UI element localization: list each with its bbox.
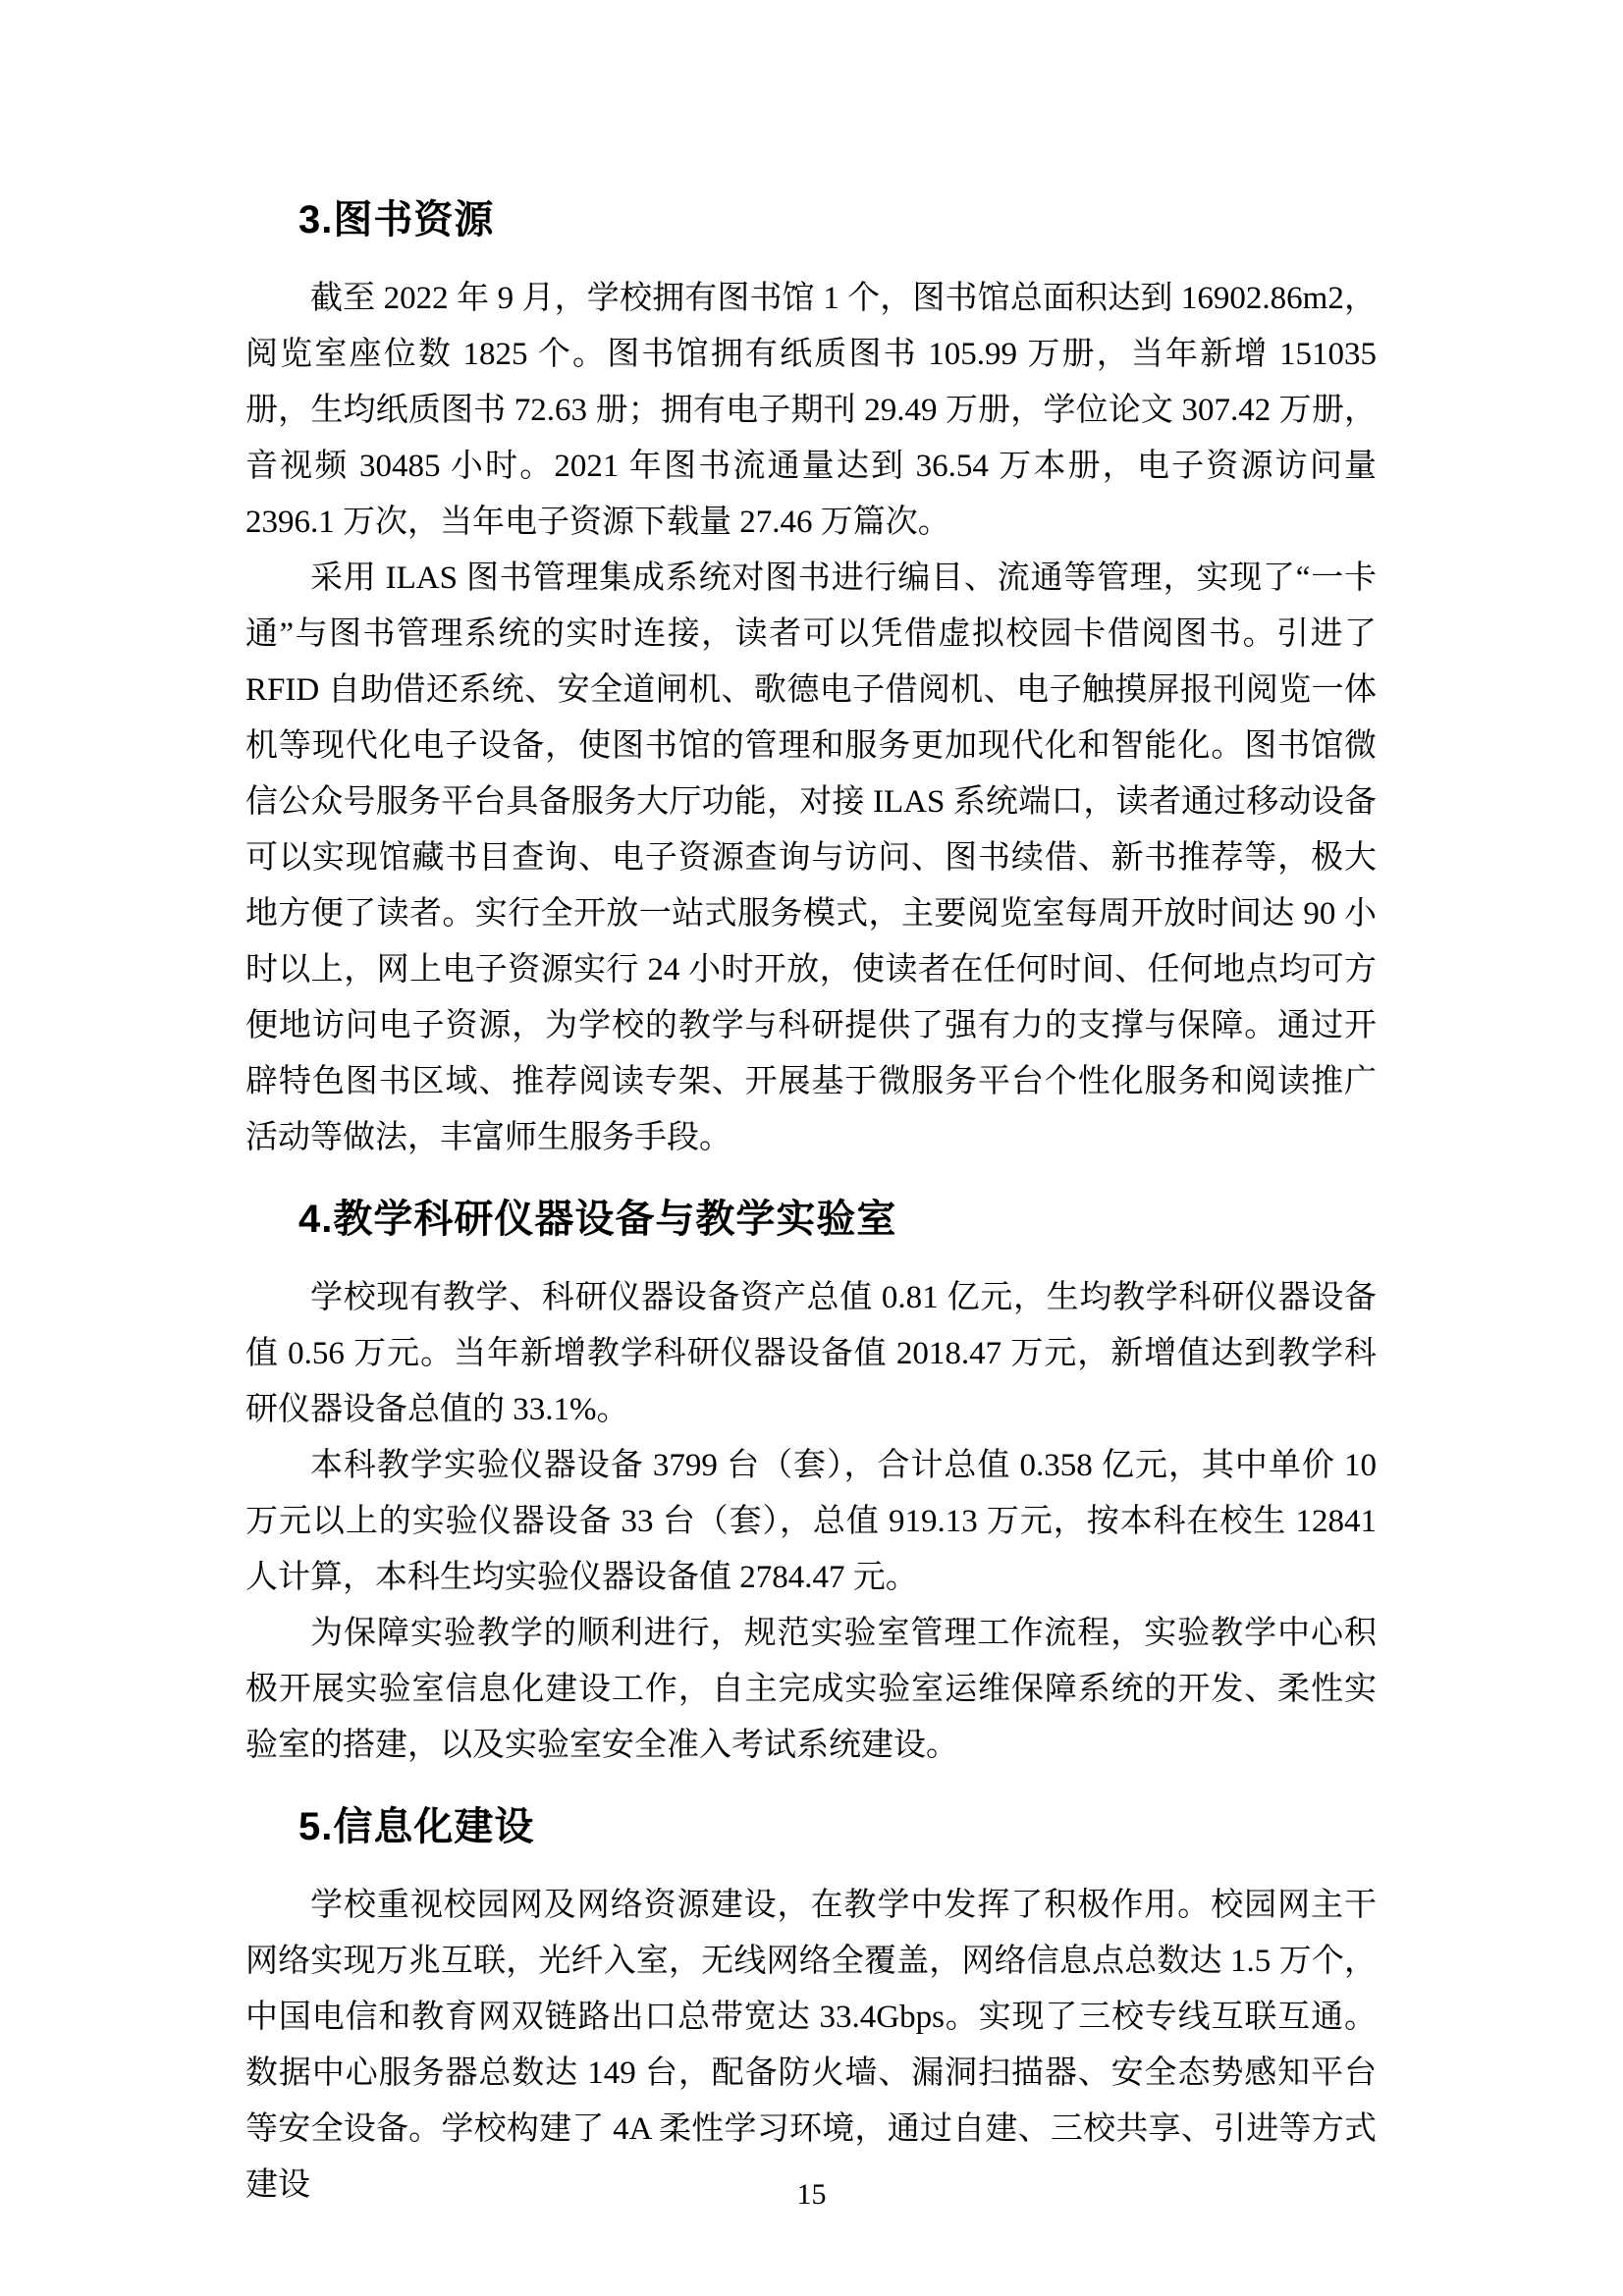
section-heading-informatization: 5.信息化建设 bbox=[298, 1805, 535, 1848]
paragraph-lab-equipment: 本科教学实验仪器设备 3799 台（套），合计总值 0.358 亿元，其中单价 10 万元以上的实验仪器设备 33 台（套），总值 919.13 万元，按本科在校生 12841 人计算，本科生均实验仪器设备值 2784.47 元。 bbox=[245, 1448, 1377, 1595]
page-number: 15 bbox=[796, 2178, 827, 2211]
paragraph-lab-management: 为保障实验教学的顺利进行，规范实验室管理工作流程，实验教学中心积极开展实验室信息化建设工作，自主完成实验室运维保障系统的开发、柔性实验室的搭建，以及实验室安全准入考试系统建设。 bbox=[245, 1616, 1377, 1763]
paragraph-library-overview: 截至 2022 年 9 月，学校拥有图书馆 1 个，图书馆总面积达到 16902.86m2，阅览室座位数 1825 个。图书馆拥有纸质图书 105.99 万册，当年新增 151035 册，生均纸质图书 72.63 册；拥有电子期刊 29.49 万册，学位论文 307.42 万册，音视频 30485 小时。2021 年图书流通量达到 36.54 万本册，电子资源访问量 2396.1 万次，当年电子资源下载量 27.46 万篇次。 bbox=[245, 281, 1377, 540]
section-heading-teaching-equipment: 4.教学科研仪器设备与教学实验室 bbox=[298, 1198, 897, 1241]
paragraph-equipment-value: 学校现有教学、科研仪器设备资产总值 0.81 亿元，生均教学科研仪器设备值 0.56 万元。当年新增教学科研仪器设备值 2018.47 万元，新增值达到教学科研仪器设备总值的 33.1%。 bbox=[245, 1280, 1377, 1427]
paragraph-campus-network: 学校重视校园网及网络资源建设，在教学中发挥了积极作用。校园网主干网络实现万兆互联，光纤入室，无线网络全覆盖，网络信息点总数达 1.5 万个，中国电信和教育网双链路出口总带宽达 33.4Gbps。实现了三校专线互联互通。数据中心服务器总数达 149 台，配备防火墙、漏洞扫描器、安全态势感知平台等安全设备。学校构建了 4A 柔性学习环境，通过自建、三校共享、引进等方式建设 bbox=[245, 1888, 1377, 2203]
paragraph-library-systems: 采用 ILAS 图书管理集成系统对图书进行编目、流通等管理，实现了“一卡通”与图书管理系统的实时连接，读者可以凭借虚拟校园卡借阅图书。引进了 RFID 自助借还系统、安全道闸机、歌德电子借阅机、电子触摸屏报刊阅览一体机等现代化电子设备，使图书馆的管理和服务更加现代化和智能化。图书馆微信公众号服务平台具备服务大厅功能，对接 ILAS 系统端口，读者通过移动设备可以实现馆藏书目查询、电子资源查询与访问、图书续借、新书推荐等，极大地方便了读者。实行全开放一站式服务模式，主要阅览室每周开放时间达 90 小时以上，网上电子资源实行 24 小时开放，使读者在任何时间、任何地点均可方便地访问电子资源，为学校的教学与科研提供了强有力的支撑与保障。通过开辟特色图书区域、推荐阅读专架、开展基于微服务平台个性化服务和阅读推广活动等做法，丰富师生服务手段。 bbox=[245, 561, 1377, 1155]
section-heading-library-resources: 3.图书资源 bbox=[298, 198, 495, 241]
document-content bbox=[245, 188, 1377, 2214]
